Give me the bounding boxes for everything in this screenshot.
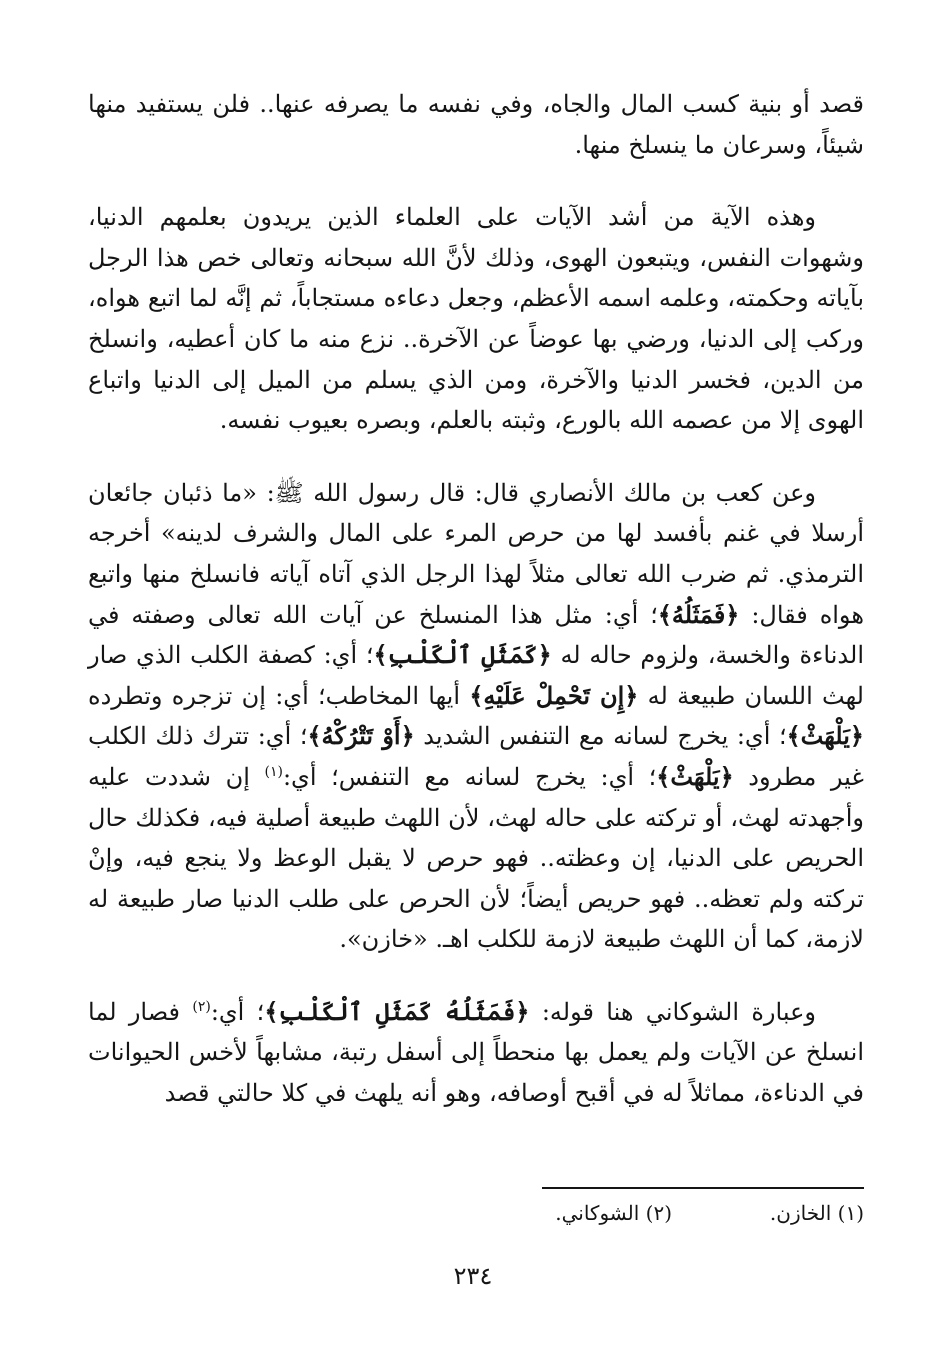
paragraph-3-text-3: ؛ أي: كصفة الكلب الذي صار لهث اللسان طبيعة له	[88, 641, 864, 710]
quran-quote: ﴿يَلْهَثْ﴾	[786, 721, 864, 751]
paragraph-4-text-3: فصار لما انسلخ عن الآيات ولم يعمل بها منحطاً إلى أسفل رتبة، مشابهاً لأخس الحيوانات في الدناءة، مماثلاً له في أقبح أوصافه، وهو أنه يلهث في كلا حالتي قصد	[88, 997, 864, 1108]
footnote-divider	[542, 1187, 864, 1189]
paragraph-4	[88, 992, 864, 1114]
quran-quote: ﴿يَلْهَثْ﴾	[656, 761, 734, 791]
page-body	[88, 84, 864, 1114]
paragraph-3-text-8: إن شددت عليه وأجهدته لهث، أو تركته على حاله لهث، لأن اللهث طبيعة أصلية فيه، فكذلك حال الحريص على الدنيا، إن وعظته.. فهو حرص لا يقبل الوعظ ولا ينجع فيه، وإنْ تركته ولم تعظه.. فهو حريص أيضاً؛ لأن الحرص على طلب الدنيا صار طبيعة له لازمة، كما أن اللهث طبيعة لازمة للكلب اهـ. «خازن».	[88, 762, 864, 954]
paragraph-1-text: قصد أو بنية كسب المال والجاه، وفي نفسه ما يصرفه عنها.. فلن يستفيد منها شيئاً، وسرعان ما ينسلخ منها.	[88, 90, 864, 159]
paragraph-2	[88, 197, 864, 441]
paragraph-3-text-4: أيها المخاطب؛ أي: إن تزجره وتطرده	[88, 681, 461, 710]
paragraph-3-text-2: ؛ أي: مثل هذا المنسلخ عن آيات الله تعالى وصفته في الدناءة والخسة، ولزوم حاله له	[88, 600, 864, 670]
paragraph-3-text-5: ؛ أي: يخرج لسانه مع التنفس الشديد	[423, 722, 787, 751]
footnote-1: (١) الخازن.	[769, 1201, 864, 1225]
paragraph-1	[88, 84, 864, 165]
quran-quote: ﴿فَمَثَلُهُ كَمَثَلِ ٱلْكَلْبِ﴾	[264, 996, 530, 1026]
paragraph-3-text-7: ؛ أي: يخرج لسانه مع التنفس؛ أي:	[282, 762, 657, 791]
footnote-ref-2[interactable]: (٢)	[192, 998, 211, 1015]
paragraph-3-text-1: وعن كعب بن مالك الأنصاري قال: قال رسول الله ﷺ: «ما ذئبان جائعان أرسلا في غنم بأفسد لها من حرص المرء على المال والشرف لدينه» أخرجه الترمذي. ثم ضرب الله تعالى مثلاً لهذا الرجل الذي آتاه آياته فانسلخ منها واتبع هواه فقال:	[88, 478, 865, 629]
quran-quote: ﴿إِن تَحْمِلْ عَلَيْهِ﴾	[469, 680, 639, 710]
quran-quote: ﴿كَمَثَلِ ٱلْكَلْبِ﴾	[373, 640, 552, 670]
footnote-2: (٢) الشوكاني.	[555, 1201, 672, 1225]
page-number: ٢٣٤	[453, 1262, 493, 1290]
paragraph-3-text-6: ؛ أي: تترك ذلك الكلب غير مطرود	[88, 722, 864, 791]
paragraph-4-text-1: وعبارة الشوكاني هنا قوله:	[541, 997, 816, 1026]
paragraph-4-text-2: ؛ أي:	[210, 997, 265, 1026]
paragraph-2-text: وهذه الآية من أشد الآيات على العلماء الذين يريدون بعلمهم الدنيا، وشهوات النفس، ويتبعون الهوى، وذلك لأنَّ الله سبحانه وتعالى خص هذا الرجل بآياته وحكمته، وعلمه اسمه الأعظم، وجعل دعاءه مستجاباً، ثم إنَّه لما اتبع هواه، وركب إلى الدنيا، ورضي بها عوضاً عن الآخرة.. نزع منه ما كان أعطيه، وانسلخ من الدين، فخسر الدنيا والآخرة، ومن الذي يسلم من الميل إلى الدنيا واتباع الهوى إلا من عصمه الله بالورع، وثبته بالعلم، وبصره بعيوب نفسه.	[88, 203, 864, 435]
quran-quote: ﴿فَمَثَلُهُ﴾	[657, 599, 740, 629]
quran-quote: ﴿أَوْ تَتْرُكْهُ﴾	[307, 721, 415, 751]
footnote-ref-1[interactable]: (١)	[264, 763, 283, 780]
footnotes	[364, 1198, 864, 1228]
paragraph-3	[88, 473, 864, 960]
